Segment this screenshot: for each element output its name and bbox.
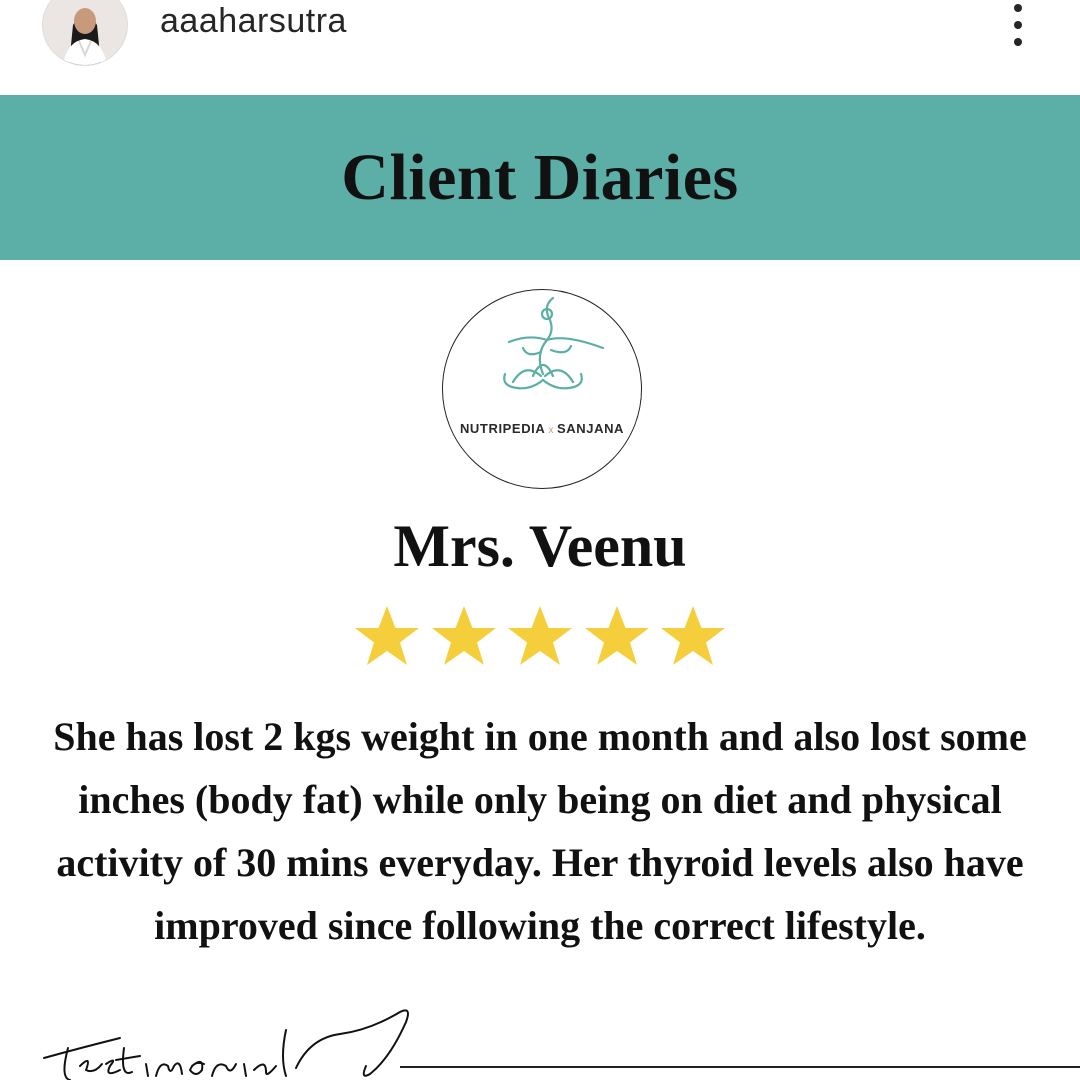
more-vertical-icon-dot (1014, 38, 1022, 46)
more-vertical-icon-dot (1014, 21, 1022, 29)
testimonial-text: She has lost 2 kgs weight in one month and also lost some inches (body fat) while only being on diet and physical activity of 30 mins everyday. Her thyroid levels also have improved since following the correct lifestyle. (53, 714, 1027, 948)
star-icon (352, 602, 422, 672)
yoga-figure-icon (443, 290, 643, 490)
logo-separator: x (548, 425, 554, 436)
username[interactable]: aaaharsutra (160, 2, 347, 40)
logo-brand-left: NUTRIPEDIA (459, 421, 546, 436)
star-icon (582, 602, 652, 672)
star-icon (429, 602, 499, 672)
profile-photo-icon (43, 0, 127, 65)
signature-text: testimonials (40, 1008, 45, 1009)
avatar[interactable] (42, 0, 128, 66)
more-options-button[interactable] (996, 0, 1040, 50)
more-vertical-icon (1014, 4, 1022, 12)
brand-logo (442, 289, 642, 489)
star-icon (658, 602, 728, 672)
banner-title: Client Diaries (341, 140, 739, 214)
post-header (0, 0, 1080, 95)
logo-brand-right: SANJANA (557, 421, 625, 436)
star-icon (505, 602, 575, 672)
title-banner (0, 95, 1080, 260)
testimonials-signature (40, 1008, 440, 1080)
logo-text (443, 421, 641, 436)
footer-divider (400, 1066, 1080, 1068)
client-name: Mrs. Veenu (393, 513, 687, 579)
star-rating (352, 602, 728, 672)
